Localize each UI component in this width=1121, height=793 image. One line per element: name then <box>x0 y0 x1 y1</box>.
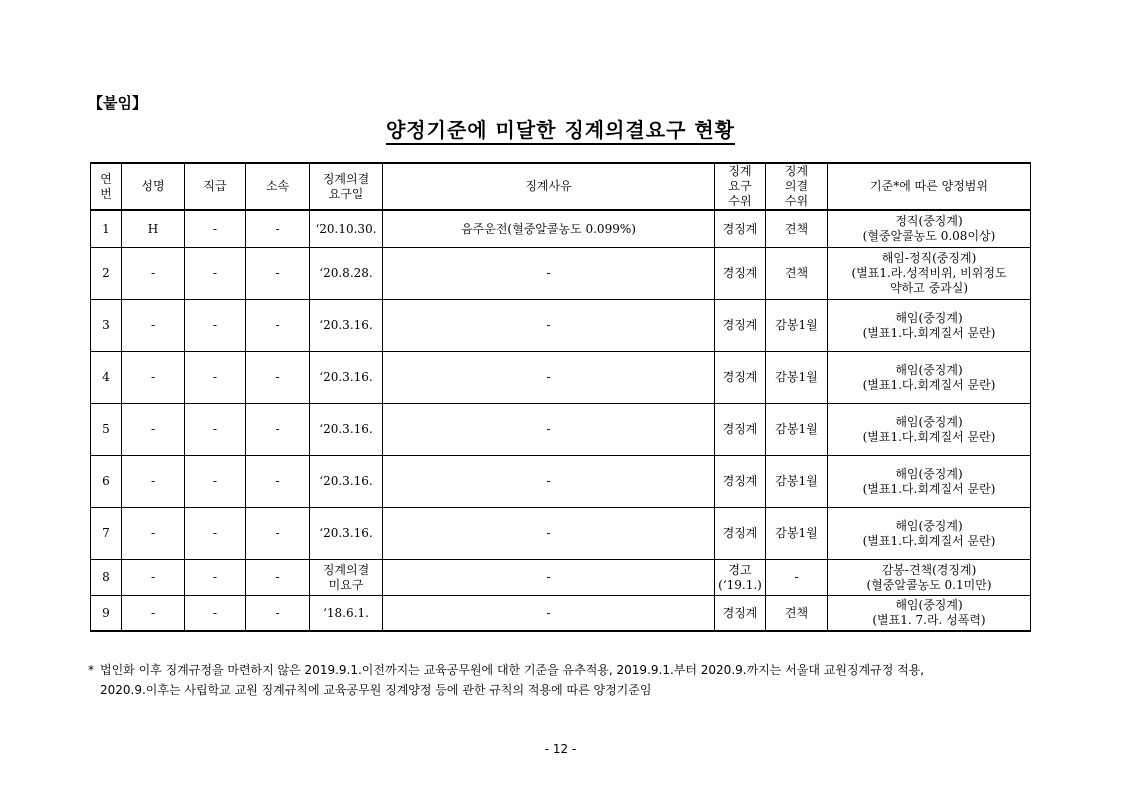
header-reason: 징계사유 <box>383 163 715 210</box>
cell-no: 1 <box>91 210 122 248</box>
cell-name: - <box>122 508 185 560</box>
footnote <box>88 660 1048 700</box>
header-decided-level: 징계 의결 수위 <box>766 163 828 210</box>
page-title <box>0 114 1121 143</box>
cell-name: - <box>122 404 185 456</box>
cell-rank: - <box>185 560 246 596</box>
cell-no: 9 <box>91 596 122 632</box>
cell-request-date: ‘20.3.16. <box>310 352 383 404</box>
header-requested-level: 징계 요구 수위 <box>715 163 766 210</box>
header-name: 성명 <box>122 163 185 210</box>
page-number: - 12 - <box>544 742 577 756</box>
cell-decided-level: 견책 <box>766 248 828 300</box>
table-row <box>91 404 1031 456</box>
cell-affiliation: - <box>246 404 310 456</box>
cell-affiliation: - <box>246 508 310 560</box>
cell-rank: - <box>185 248 246 300</box>
cell-no: 8 <box>91 560 122 596</box>
cell-reason: - <box>383 560 715 596</box>
cell-no: 3 <box>91 300 122 352</box>
header-rank: 직급 <box>185 163 246 210</box>
cell-request-date: ‘20.3.16. <box>310 456 383 508</box>
footnote-line-2: 2020.9.이후는 사립학교 교원 징계규칙에 교육공무원 징계양정 등에 관한 규칙의 적용에 따른 양정기준임 <box>100 683 652 697</box>
cell-standard-range: 정직(중징계) (혈중알콜농도 0.08이상) <box>828 210 1031 248</box>
cell-name: - <box>122 560 185 596</box>
cell-request-date: ‘20.8.28. <box>310 248 383 300</box>
cell-request-date: ‘20.3.16. <box>310 300 383 352</box>
cell-decided-level: 감봉1월 <box>766 508 828 560</box>
table-row <box>91 456 1031 508</box>
cell-decided-level: 견책 <box>766 210 828 248</box>
cell-decided-level: - <box>766 560 828 596</box>
cell-affiliation: - <box>246 300 310 352</box>
cell-reason: - <box>383 596 715 632</box>
cell-standard-range: 해임(중징계) (별표1.다.회계질서 문란) <box>828 352 1031 404</box>
cell-affiliation: - <box>246 596 310 632</box>
cell-standard-range: 해임(중징계) (별표1.다.회계질서 문란) <box>828 456 1031 508</box>
cell-rank: - <box>185 404 246 456</box>
cell-rank: - <box>185 508 246 560</box>
header-standard-range: 기준*에 따른 양정범위 <box>828 163 1031 210</box>
cell-requested-level: 경고 (‘19.1.) <box>715 560 766 596</box>
cell-standard-range: 해임-정직(중징계) (별표1.라.성적비위, 비위정도 약하고 중과실) <box>828 248 1031 300</box>
table-header-row <box>91 163 1031 210</box>
table-row <box>91 560 1031 596</box>
footnote-line-1: * 법인화 이후 징계규정을 마련하지 않은 2019.9.1.이전까지는 교육공무원에 대한 기준을 유추적용, 2019.9.1.부터 2020.9.까지는 서울대 교원징계규정 적용, <box>88 660 1048 680</box>
cell-reason: 음주운전(혈중알콜농도 0.099%) <box>383 210 715 248</box>
cell-rank: - <box>185 596 246 632</box>
cell-request-date: 징계의결 미요구 <box>310 560 383 596</box>
table-row <box>91 508 1031 560</box>
cell-name: - <box>122 352 185 404</box>
cell-no: 4 <box>91 352 122 404</box>
cell-name: - <box>122 300 185 352</box>
header-affiliation: 소속 <box>246 163 310 210</box>
cell-request-date: ‘20.3.16. <box>310 404 383 456</box>
footnote-marker: * <box>88 663 94 677</box>
cell-requested-level: 경징계 <box>715 300 766 352</box>
cell-reason: - <box>383 248 715 300</box>
header-request-date: 징계의결 요구일 <box>310 163 383 210</box>
cell-reason: - <box>383 456 715 508</box>
table-row <box>91 248 1031 300</box>
cell-requested-level: 경징계 <box>715 210 766 248</box>
page-title-text: 양정기준에 미달한 징계의결요구 현황 <box>386 118 735 145</box>
cell-standard-range: 해임(중징계) (별표1.다.회계질서 문란) <box>828 300 1031 352</box>
cell-request-date: ‘20.3.16. <box>310 508 383 560</box>
cell-requested-level: 경징계 <box>715 508 766 560</box>
disciplinary-table <box>90 162 1031 632</box>
cell-requested-level: 경징계 <box>715 596 766 632</box>
attachment-label: 【붙임】 <box>88 94 147 112</box>
cell-affiliation: - <box>246 352 310 404</box>
cell-rank: - <box>185 210 246 248</box>
cell-name: - <box>122 456 185 508</box>
cell-requested-level: 경징계 <box>715 248 766 300</box>
cell-standard-range: 해임(중징계) (별표1.다.회계질서 문란) <box>828 508 1031 560</box>
cell-name: H <box>122 210 185 248</box>
table-row <box>91 596 1031 632</box>
cell-requested-level: 경징계 <box>715 352 766 404</box>
cell-affiliation: - <box>246 248 310 300</box>
cell-standard-range: 감봉-견책(경징계) (혈중알콜농도 0.1미만) <box>828 560 1031 596</box>
cell-standard-range: 해임(중징계) (별표1. 7.라. 성폭력) <box>828 596 1031 632</box>
cell-reason: - <box>383 508 715 560</box>
table-row <box>91 300 1031 352</box>
cell-affiliation: - <box>246 456 310 508</box>
cell-affiliation: - <box>246 210 310 248</box>
header-no: 연 번 <box>91 163 122 210</box>
cell-requested-level: 경징계 <box>715 456 766 508</box>
cell-decided-level: 감봉1월 <box>766 300 828 352</box>
cell-decided-level: 감봉1월 <box>766 352 828 404</box>
cell-name: - <box>122 248 185 300</box>
cell-reason: - <box>383 300 715 352</box>
cell-rank: - <box>185 300 246 352</box>
cell-reason: - <box>383 352 715 404</box>
cell-no: 2 <box>91 248 122 300</box>
cell-no: 5 <box>91 404 122 456</box>
table-row <box>91 210 1031 248</box>
cell-request-date: ‘20.10.30. <box>310 210 383 248</box>
cell-no: 7 <box>91 508 122 560</box>
cell-decided-level: 감봉1월 <box>766 456 828 508</box>
cell-decided-level: 견책 <box>766 596 828 632</box>
cell-rank: - <box>185 456 246 508</box>
cell-request-date: ‘18.6.1. <box>310 596 383 632</box>
cell-rank: - <box>185 352 246 404</box>
cell-decided-level: 감봉1월 <box>766 404 828 456</box>
cell-name: - <box>122 596 185 632</box>
cell-standard-range: 해임(중징계) (별표1.다.회계질서 문란) <box>828 404 1031 456</box>
cell-no: 6 <box>91 456 122 508</box>
cell-reason: - <box>383 404 715 456</box>
table-row <box>91 352 1031 404</box>
cell-requested-level: 경징계 <box>715 404 766 456</box>
cell-affiliation: - <box>246 560 310 596</box>
